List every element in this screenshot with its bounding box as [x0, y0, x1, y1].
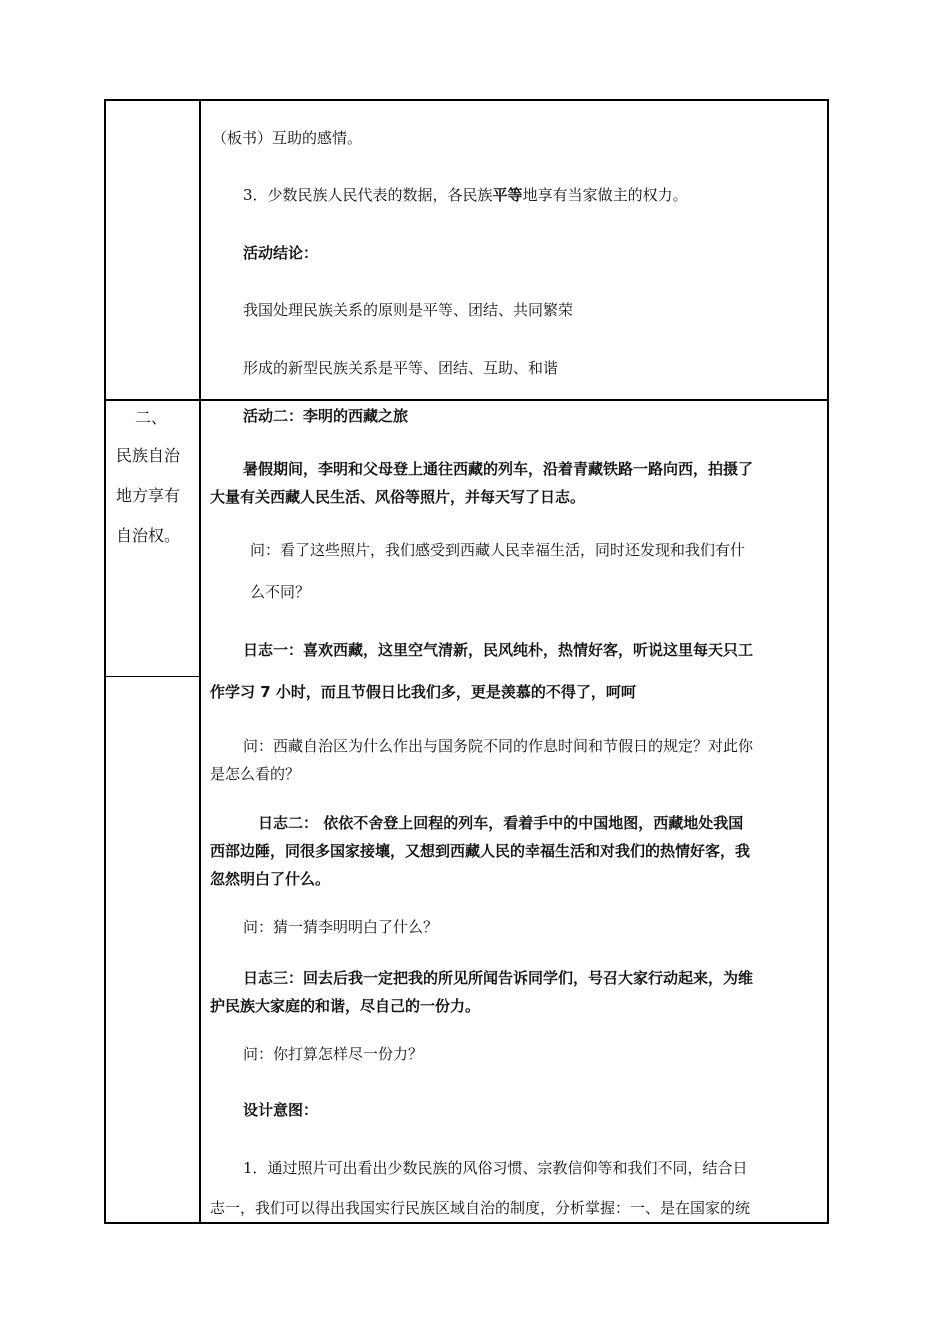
row1-line2	[243, 185, 688, 205]
question2-line2: 是怎么看的？	[210, 765, 301, 783]
log2-line3: 忽然明白了什么。	[210, 870, 331, 888]
section-title-line1: 民族自治	[116, 446, 181, 465]
activity-title: 活动二：李明的西藏之旅	[243, 407, 409, 425]
design-line2: 志一，我们可以得出我国实行民族区域自治的制度，分析掌握：一、是在国家的统	[210, 1199, 751, 1217]
row1-line2-post: 地享有当家做主的权力。	[522, 186, 688, 204]
conclusion-line1: 我国处理民族关系的原则是平等、团结、共同繁荣	[243, 301, 574, 319]
section-title-line3: 自治权。	[116, 526, 181, 545]
question1-line2: 么不同？	[250, 583, 311, 601]
log3-line1: 日志三：回去后我一定把我的所见所闻告诉同学们，号召大家行动起来，为维	[243, 969, 754, 987]
design-heading: 设计意图：	[243, 1101, 319, 1119]
log2-line2: 西部边陲，同很多国家接壤，又想到西藏人民的幸福生活和对我们的热情好客，我	[210, 842, 751, 860]
table-border-left	[104, 99, 106, 1224]
log1-line2: 作学习 7 小时，而且节假日比我们多，更是羡慕的不得了，呵呵	[210, 683, 636, 701]
row1-line1: （板书）互助的感情。	[212, 129, 363, 147]
section-title-line2: 地方享有	[116, 486, 181, 505]
table-border-right	[827, 99, 829, 1224]
intro-line2: 大量有关西藏人民生活、风俗等照片，并每天写了日志。	[210, 488, 586, 506]
intro-line1: 暑假期间，李明和父母登上通往西藏的列车，沿着青藏铁路一路向西，拍摄了	[243, 460, 754, 478]
table-border-bottom	[104, 1222, 829, 1224]
log2-line1: 日志二： 依依不舍登上回程的列车，看着手中的中国地图，西藏地处我国	[258, 814, 744, 832]
log1-line1: 日志一：喜欢西藏，这里空气清新，民风纯朴，热情好客，听说这里每天只工	[243, 641, 754, 659]
question1-line1: 问：看了这些照片，我们感受到西藏人民幸福生活，同时还发现和我们有什	[250, 541, 746, 559]
question2-line1: 问：西藏自治区为什么作出与国务院不同的作息时间和节假日的规定？对此你	[243, 737, 754, 755]
table-border-top	[104, 99, 829, 101]
log3-line2: 护民族大家庭的和谐，尽自己的一份力。	[210, 997, 481, 1015]
left-cell-divider	[104, 676, 201, 677]
row1-line2-bold: 平等	[492, 186, 523, 204]
question3: 问：猜一猜李明明白了什么？	[243, 918, 439, 936]
section-number: 二、	[135, 408, 168, 427]
conclusion-line2: 形成的新型民族关系是平等、团结、互助、和谐	[243, 359, 559, 377]
design-line1: 1．通过照片可出看出少数民族的风俗习惯、宗教信仰等和我们不同，结合日	[243, 1159, 748, 1177]
row1-line2-pre: 3．少数民族人民代表的数据，各民族	[243, 186, 493, 204]
table-row-divider	[104, 399, 829, 401]
question4: 问：你打算怎样尽一份力？	[243, 1045, 424, 1063]
table-column-divider	[199, 99, 201, 1224]
conclusion-heading: 活动结论：	[243, 244, 319, 262]
